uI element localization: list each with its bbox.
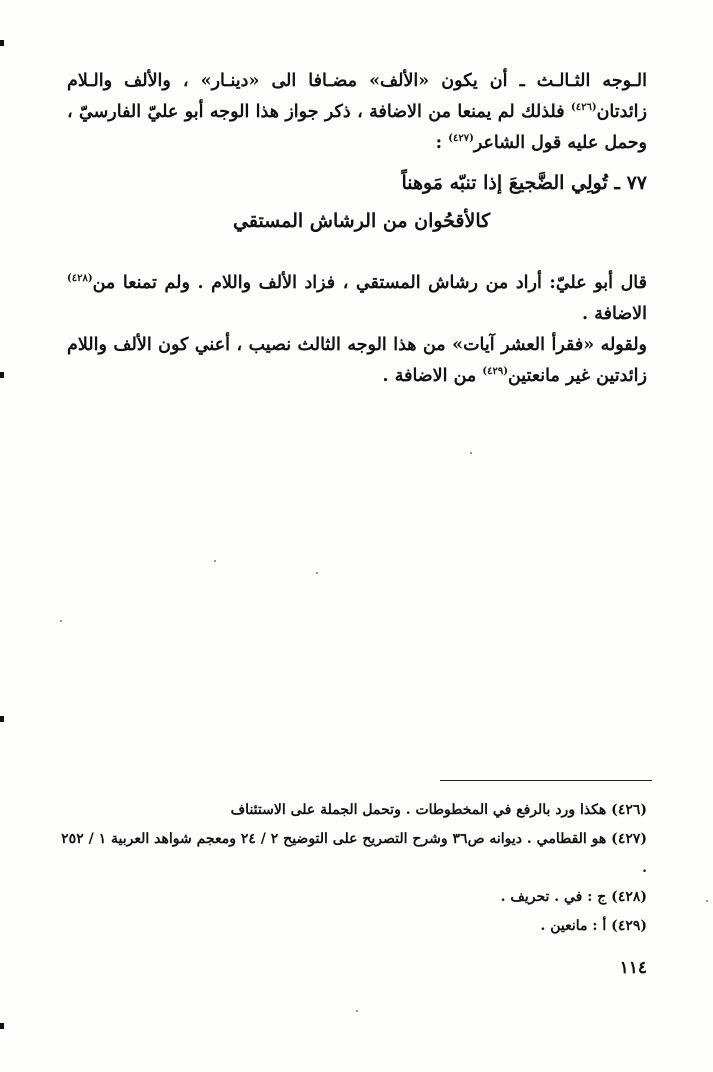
paragraph-2 [67, 268, 647, 330]
footnote-ref-429: (٤٢٩) [482, 366, 508, 378]
footnote-ref-426: (٤٢٦) [570, 102, 597, 114]
scan-speck [706, 900, 708, 902]
page-number: ١١٤ [619, 958, 647, 978]
paragraph-2-text: قال أبو عليّ: أراد من رشاش المستقي ، فزاد الألف واللام . ولم تمنعا من [92, 273, 647, 293]
paragraph-1-text: الـوجه الثـالـث ـ أن يكون «الألف» مضـافا الى «دينـار» ، والألف والـلام زائدتان [67, 71, 647, 122]
footnote-429: (٤٢٩) أ : مانعين . [540, 918, 647, 934]
scan-speck [316, 572, 318, 574]
scan-margin-mark [0, 40, 4, 46]
footnotes [57, 796, 647, 941]
footnote-ref-428: (٤٢٨) [67, 273, 93, 285]
scan-margin-mark [0, 716, 4, 722]
scan-margin-mark [0, 1023, 4, 1029]
paragraph-1 [67, 66, 647, 159]
paragraph-1-end: : [435, 133, 449, 153]
scan-speck [470, 452, 472, 454]
paragraph-1-text-b: فلذلك لم يمنعا من الاضافة ، ذكر جواز هذا الوجه أبو عليّ الفارسيّ ، وحمل عليه قول الشاعر [67, 102, 647, 153]
footnote-separator [440, 780, 652, 781]
footnote-ref-427: (٤٢٧) [448, 133, 474, 145]
paragraph-2-end: الاضافة . [582, 304, 647, 324]
verse-line-2: كالأقحُوان من الرشاش المستقي [233, 210, 491, 232]
scan-margin-mark [0, 372, 4, 378]
footnote-428: (٤٢٨) ج : في . تحريف . [500, 889, 647, 905]
paragraph-3-text: ولقوله «فقرأ العشر آيات» من هذا الوجه الثالث نصيب ، أعني كون الألف واللام زائدتين غير مانعتين [67, 335, 647, 386]
paragraph-3 [67, 330, 647, 392]
paragraph-3-end: من الاضافة . [382, 366, 483, 386]
footnote-426: (٤٢٦) هكذا ورد بالرفع في المخطوطات . وتحمل الجملة على الاستئناف [230, 802, 647, 818]
scan-speck [60, 620, 62, 622]
scan-speck [214, 560, 216, 562]
footnote-427: (٤٢٧) هو القطامي . ديوانه ص٣٦ وشرح التصريح على التوضيح ٢ / ٢٤ ومعجم شواهد العربية ١ / ٢٥٢ . [61, 831, 647, 876]
verse-line-1: ٧٧ ـ تُولِي الضَّجيعَ إذا تنبّه مَوهناً [401, 172, 647, 194]
scan-speck [356, 1010, 358, 1012]
